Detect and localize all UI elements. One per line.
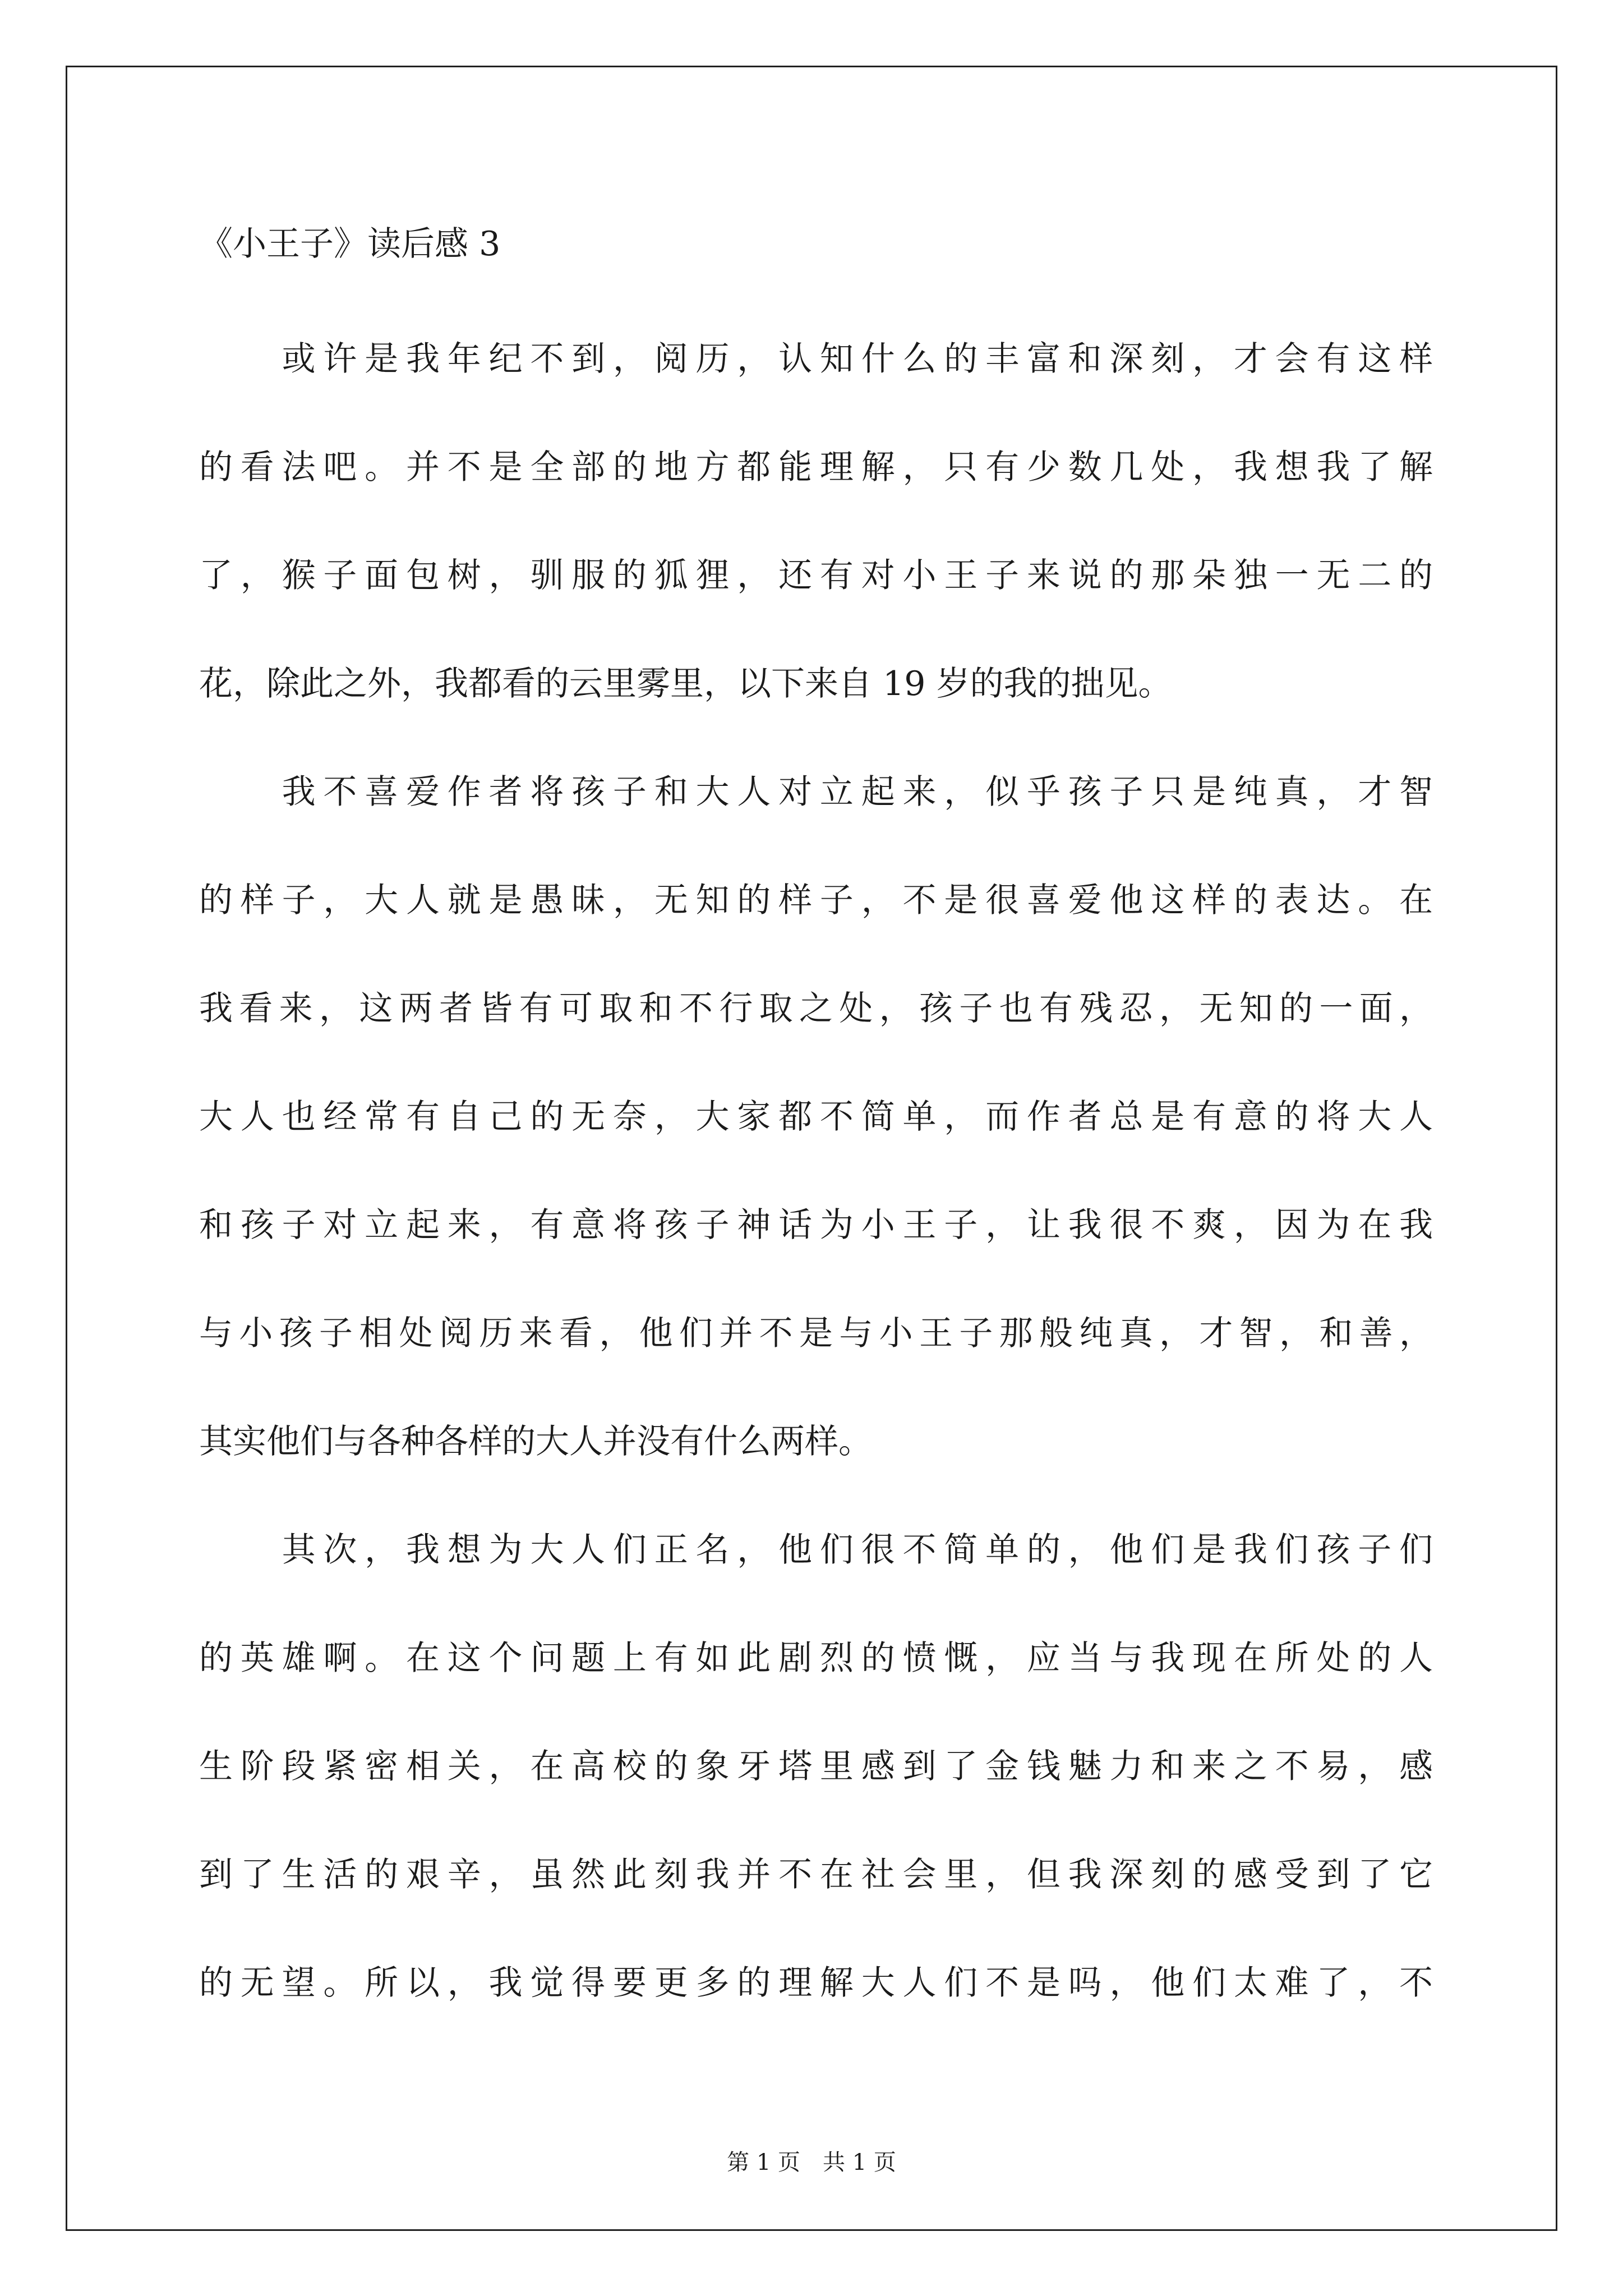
- paragraph-line-6: 的样子，大人就是愚昧，无知的样子，不是很喜爱他这样的表达。在: [199, 881, 1433, 920]
- paragraph-line-16: 的无望。所以，我觉得要更多的理解大人们不是吗，他们太难了，不: [199, 1963, 1433, 2003]
- paragraph-line-1: 或许是我年纪不到，阅历，认知什么的丰富和深刻，才会有这样: [199, 339, 1433, 379]
- paragraph-line-9: 和孩子对立起来，有意将孩子神话为小王子，让我很不爽，因为在我: [199, 1205, 1433, 1245]
- paragraph-line-12: 其次，我想为大人们正名，他们很不简单的，他们是我们孩子们: [199, 1530, 1433, 1570]
- paragraph-line-7: 我看来，这两者皆有可取和不行取之处，孩子也有残忍，无知的一面，: [199, 989, 1433, 1028]
- page-border: [66, 66, 1557, 2231]
- paragraph-line-3: 了，猴子面包树，驯服的狐狸，还有对小王子来说的那朵独一无二的: [199, 556, 1433, 595]
- paragraph-line-8: 大人也经常有自己的无奈，大家都不简单，而作者总是有意的将大人: [199, 1097, 1433, 1137]
- document-title: 《小王子》读后感 3: [199, 224, 501, 264]
- paragraph-line-13: 的英雄啊。在这个问题上有如此剧烈的愤慨，应当与我现在所处的人: [199, 1639, 1433, 1678]
- paragraph-line-15: 到了生活的艰辛，虽然此刻我并不在社会里，但我深刻的感受到了它: [199, 1855, 1433, 1894]
- paragraph-line-11: 其实他们与各种各样的大人并没有什么两样。: [199, 1422, 872, 1461]
- paragraph-line-5: 我不喜爱作者将孩子和大人对立起来，似乎孩子只是纯真，才智: [199, 772, 1433, 812]
- paragraph-line-4: 花，除此之外，我都看的云里雾里，以下来自 19 岁的我的拙见。: [199, 664, 1172, 703]
- paragraph-line-14: 生阶段紧密相关，在高校的象牙塔里感到了金钱魅力和来之不易，感: [199, 1747, 1433, 1786]
- paragraph-line-2: 的看法吧。并不是全部的地方都能理解，只有少数几处，我想我了解: [199, 448, 1433, 487]
- paragraph-line-10: 与小孩子相处阅历来看，他们并不是与小王子那般纯真，才智，和善，: [199, 1314, 1433, 1353]
- page-number-footer: 第 1 页 共 1 页: [727, 2150, 896, 2175]
